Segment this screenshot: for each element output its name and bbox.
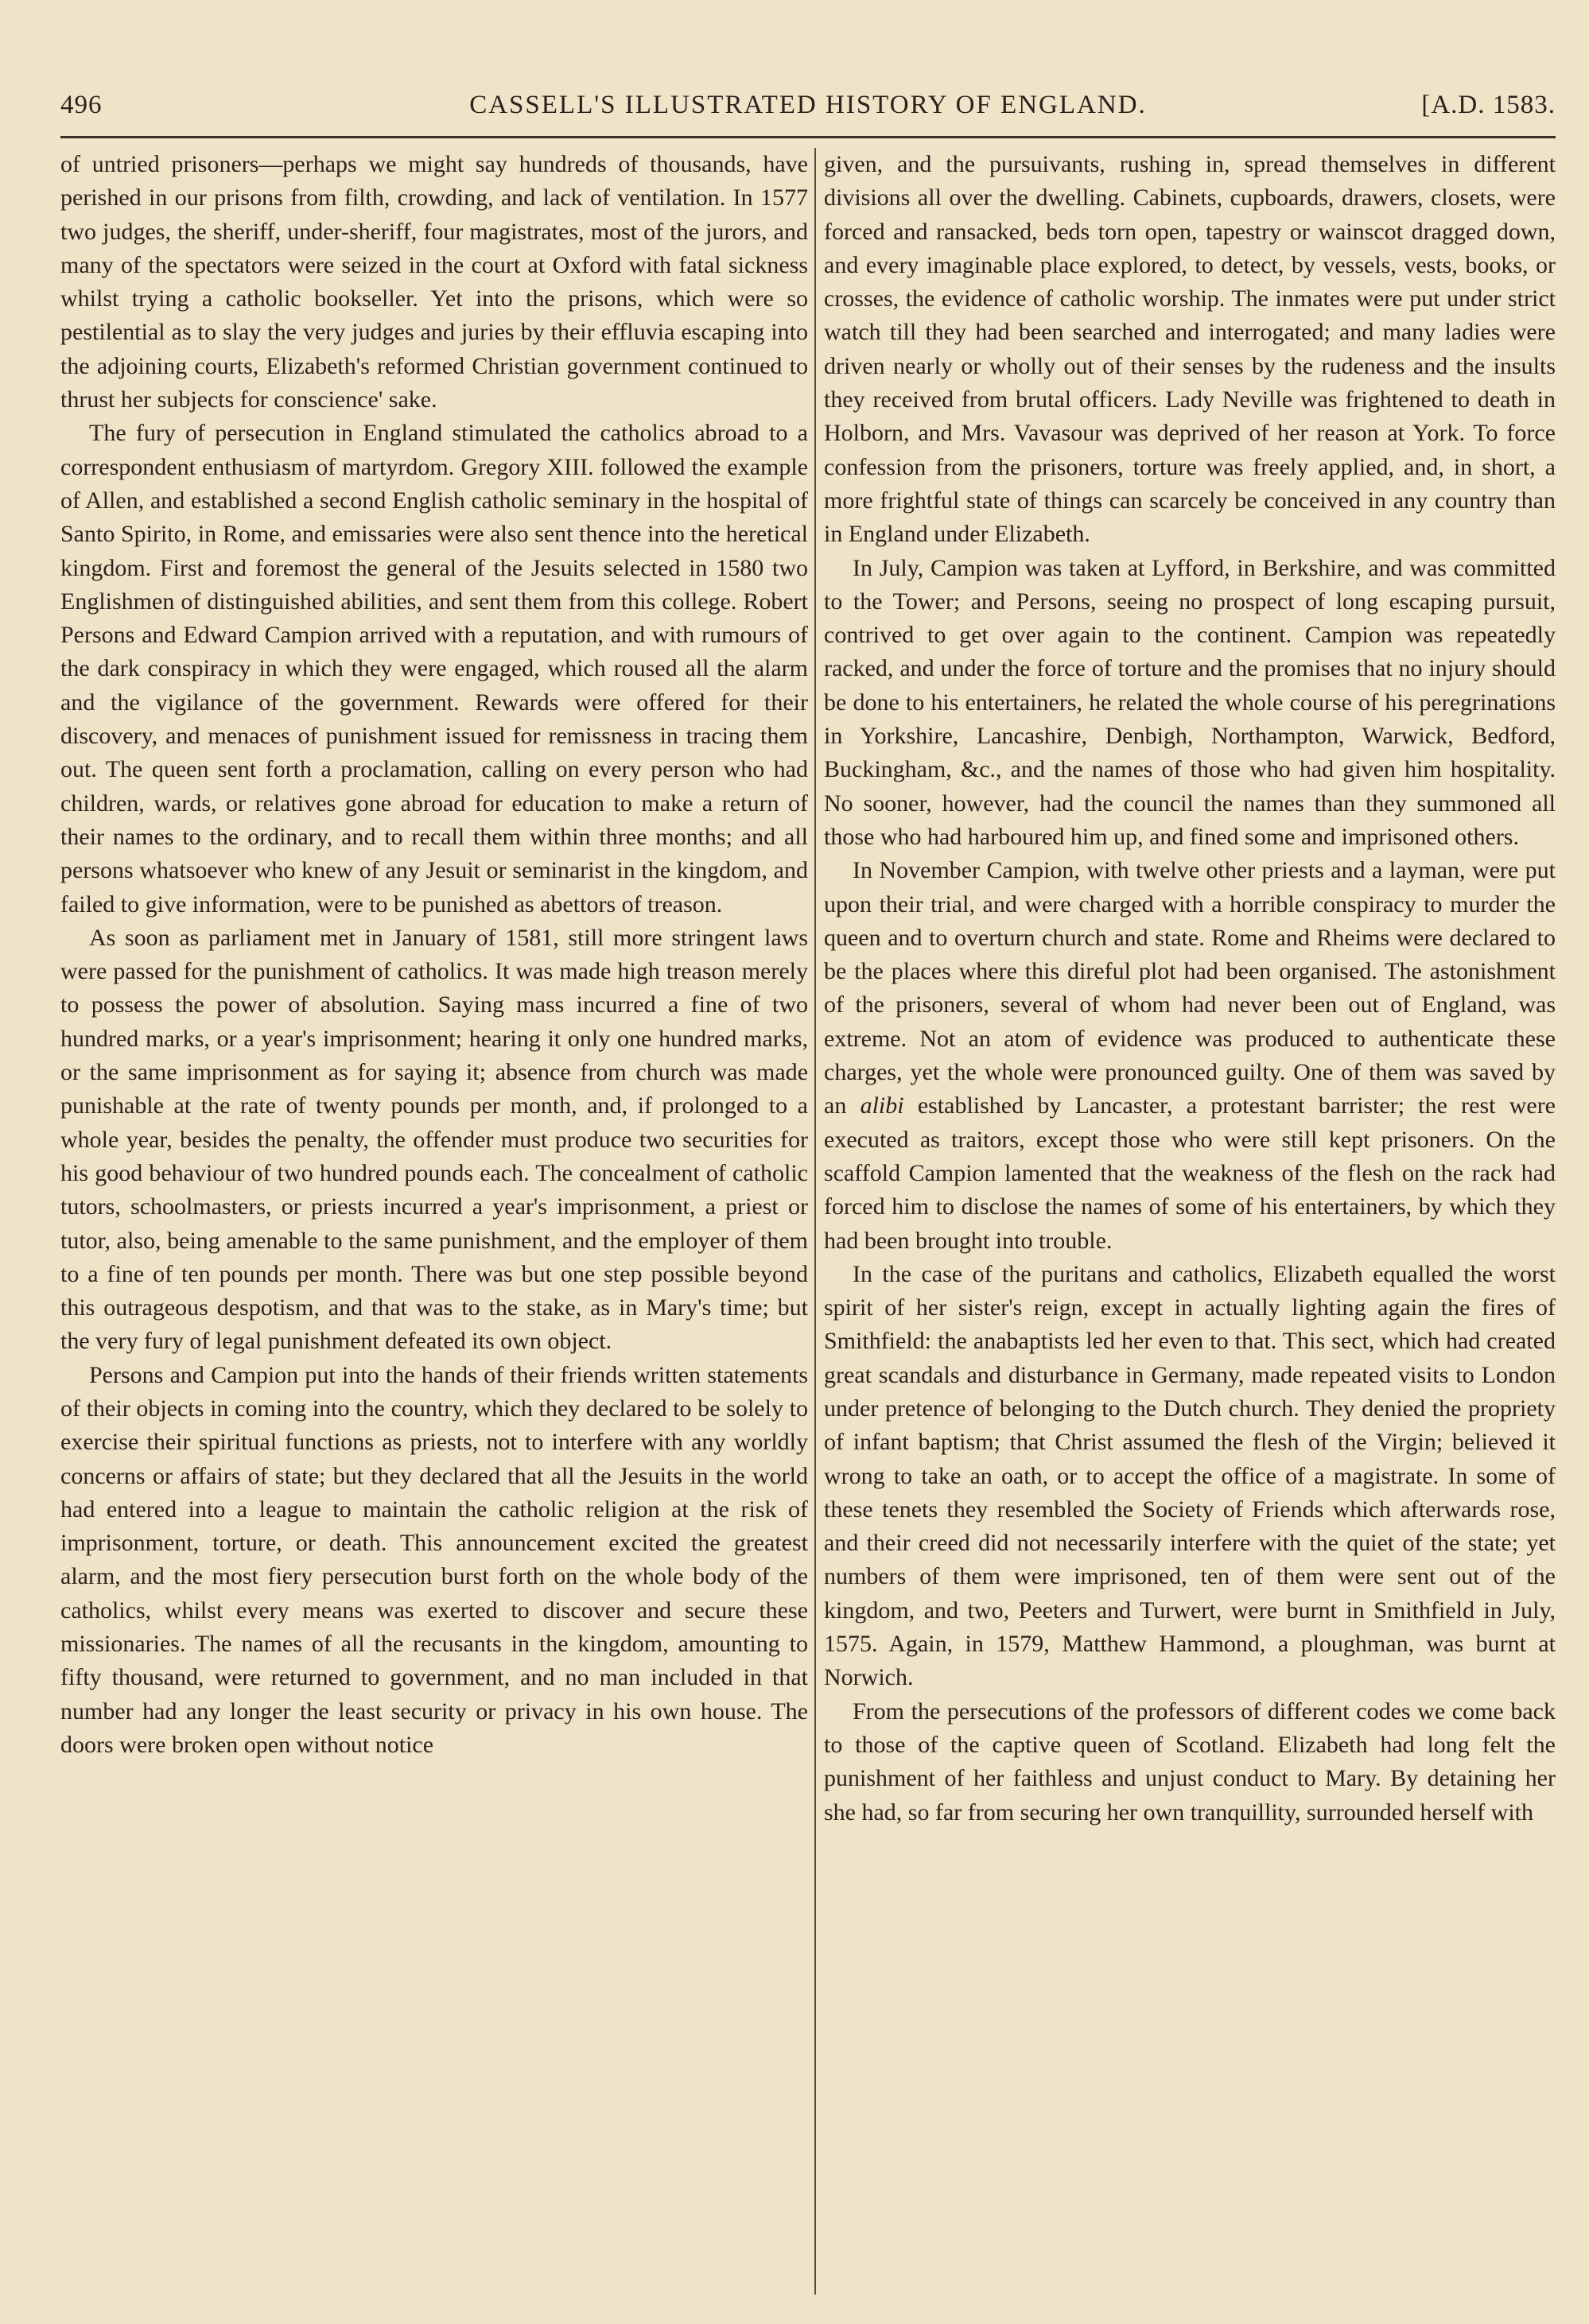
paragraph: given, and the pursuivants, rushing in, spread themselves in different divisions all over the dwelling. Cabinets, cupboards, drawers, closets, were forced and ransacked, beds torn open, tapestry or wainscot dragged down, and every imaginable place explored, to detect, by vessels, vests, books, or crosses, the evidence of catholic worship. The inmates were put under strict watch till they had been searched and interrogated; and many ladies were driven nearly or wholly out of their senses by the rudeness and the insults they received from brutal officers. Lady Neville was frightened to death in Holborn, and Mrs. Vavasour was deprived of her reason at York. To force confession from the prisoners, torture was freely applied, and, in short, a more frightful state of things can scarcely be conceived in any country than in England under Elizabeth. — [824, 151, 1556, 548]
paragraph: of untried prisoners—perhaps we might say hundreds of thousands, have perished in our prisons from filth, crowding, and lack of ventilation. In 1577 two judges, the sheriff, under-sheriff, four magistrates, most of the jurors, and many of the spectators were seized in the court at Oxford with fatal sickness whilst trying a catholic bookseller. Yet into the prisons, which were so pestilential as to slay the very judges and juries by their effluvia escaping into the adjoining courts, Elizabeth's reformed Christian government continued to thrust her subjects for conscience' sake. — [60, 151, 808, 413]
header-rule — [60, 136, 1556, 138]
page-number: 496 — [60, 91, 103, 119]
running-title: CASSELL'S ILLUSTRATED HISTORY OF ENGLAND. — [469, 91, 1147, 119]
paragraph: The fury of persecution in England stimulated the catholics abroad to a correspondent enthusiasm of martyrdom. Gregory XIII. followed the example of Allen, and established a second English catholic seminary in the hospital of Santo Spirito, in Rome, and emissaries were also sent thence into the heretical kingdom. First and foremost the general of the Jesuits selected in 1580 two Englishmen of distinguished abilities, and sent them from this college. Robert Persons and Edward Campion arrived with a reputation, and with rumours of the dark conspiracy in which they were engaged, which roused all the alarm and the vigilance of the government. Rewards were offered for their discovery, and menaces of punishment issued for remissness in tracing them out. The queen sent forth a proclamation, calling on every person who had children, wards, or relatives gone abroad for education to make a return of their names to the ordinary, and to recall them within three months; and all persons whatsoever who knew of any Jesuit or seminarist in the kingdom, and failed to give information, were to be punished as abettors of treason. — [60, 420, 808, 918]
paragraph: From the persecutions of the professors of different codes we come back to those of the captive queen of Scotland. Elizabeth had long felt the punishment of her faithless and unjust conduct to Mary. By detaining her she had, so far from securing her own tranquillity, surrounded herself with — [824, 1697, 1556, 1825]
paragraph: In July, Campion was taken at Lyfford, in Berkshire, and was committed to the Tower; and Persons, seeing no prospect of long escaping pursuit, contrived to get over again to the continent. Campion was repeatedly racked, and under the force of torture and the promises that no injury should be done to his entertainers, he related the whole course of his peregrinations in Yorkshire, Lancashire, Denbigh, Northampton, Warwick, Bedford, Buckingham, &c., and the names of those who had given him hospitality. No sooner, however, had the council the names than they summoned all those who had harboured him up, and fined some and imprisoned others. — [824, 554, 1556, 850]
column-divider — [814, 148, 816, 2295]
page-header — [60, 89, 1556, 130]
paragraph: Persons and Campion put into the hands of their friends written statements of their objects in coming into the country, which they declared to be solely to exercise their spiritual functions as priests, not to interfere with any worldly concerns or affairs of state; but they declared that all the Jesuits in the world had entered into a league to maintain the catholic religion at the risk of imprisonment, torture, or death. This announcement excited the greatest alarm, and the most fiery persecution burst forth on the whole body of the catholics, whilst every means was exerted to discover and secure these missionaries. The names of all the recusants in the kingdom, amounting to fifty thousand, were returned to government, and no man included in that number had any longer the least security or privacy in his own house. The doors were broken open without notice — [60, 1361, 808, 1758]
paragraph: In the case of the puritans and catholics, Elizabeth equalled the worst spirit of her sister's reign, except in actually lighting again the fires of Smithfield: the anabaptists led her even to that. This sect, which had created great scandals and disturbance in Germany, made repeated visits to London under pretence of belonging to the Dutch church. They denied the propriety of infant baptism; that Christ assumed the flesh of the Virgin; believed it wrong to take an oath, or to accept the office of a magistrate. In some of these tenets they resembled the Society of Friends which afterwards rose, and their creed did not necessarily interfere with the quiet of the state; yet numbers of them were imprisoned, ten of them were sent out of the kingdom, and two, Peeters and Turwert, were burnt in Smithfield in July, 1575. Again, in 1579, Matthew Hammond, a ploughman, was burnt at Norwich. — [824, 1260, 1556, 1691]
right-column — [824, 148, 1556, 2303]
page-date: [A.D. 1583. — [1421, 91, 1556, 119]
paragraph: As soon as parliament met in January of 1581, still more stringent laws were passed for the punishment of catholics. It was made high treason merely to possess the power of absolution. Saying mass incurred a fine of two hundred marks, or a year's imprisonment; hearing it only one hundred marks, or the same imprisonment as for saying it; absence from church was made punishable at the rate of twenty pounds per month, and, if prolonged to a whole year, besides the penalty, the offender must produce two securities for his good behaviour of two hundred pounds each. The concealment of catholic tutors, schoolmasters, or priests incurred a year's imprisonment, a priest or tutor, also, being amenable to the same punishment, and the employer of them to a fine of ten pounds per month. There was but one step possible beyond this outrageous despotism, and that was to the stake, as in Mary's time; but the very fury of legal punishment defeated its own object. — [60, 924, 808, 1355]
paragraph-text: In November Campion, with twelve other priests and a layman, were put upon their trial, and were charged with a horrible conspiracy to murder the queen and to overturn church and state. Rome and Rheims were declared to be the places where this direful plot had been organised. The astonishment of the prisoners, several of whom had never been out of England, was extreme. Not an atom of evidence was produced to authenticate these charges, yet the whole were pronounced guilty. One of them was saved by an — [824, 857, 1556, 1119]
paragraph-text: established by Lancaster, a protestant barrister; the rest were executed as traitors, except those who were still kept prisoners. On the scaffold Campion lamented that the weakness of the flesh on the rack had forced him to disclose the names of some of his entertainers, by which they had been brought into trouble. — [824, 1092, 1556, 1254]
left-column — [60, 148, 808, 2303]
italic-term: alibi — [860, 1092, 904, 1119]
paragraph — [824, 854, 1556, 1258]
